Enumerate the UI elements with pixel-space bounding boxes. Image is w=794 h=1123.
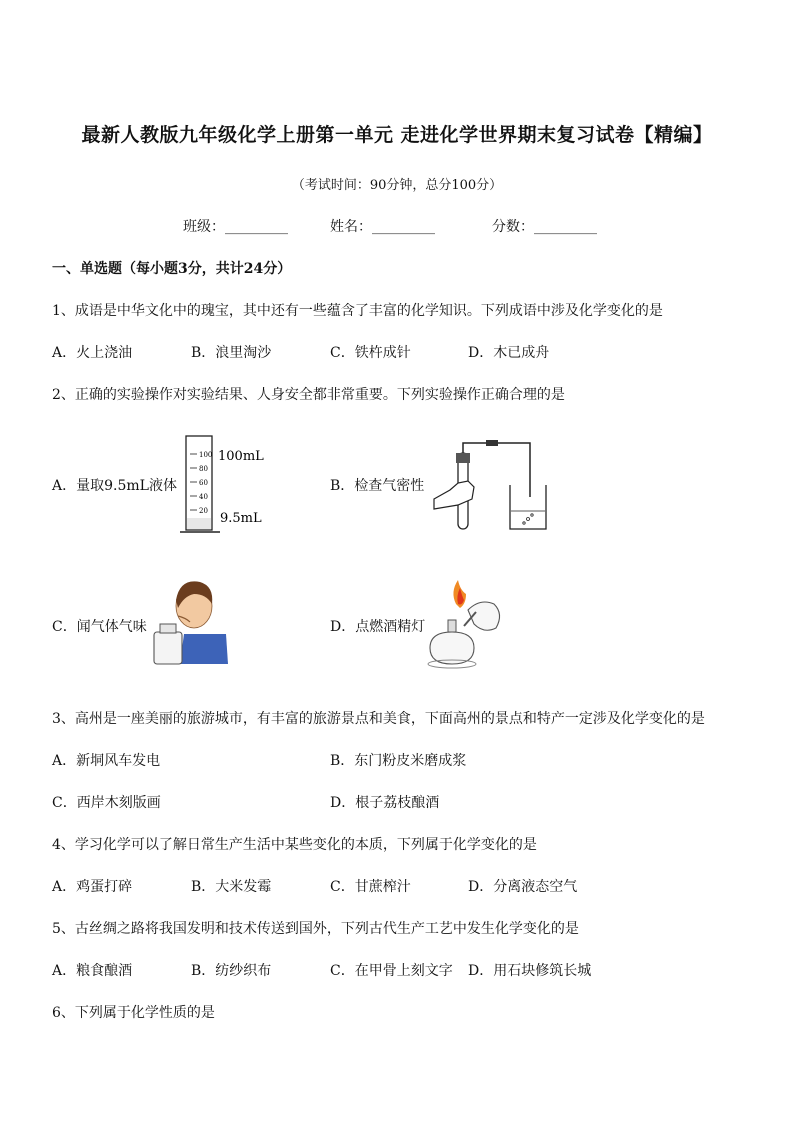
- q2-option-c: C．闻气体气味: [52, 619, 147, 635]
- question-4-stem: 4、学习化学可以了解日常生产生活中某些变化的本质，下列属于化学变化的是: [52, 837, 537, 853]
- smelling-gas-figure: [150, 572, 230, 666]
- q5-option-b: B．纺纱织布: [191, 963, 272, 979]
- cylinder-bottom-label: 9.5mL: [220, 511, 262, 526]
- q4-option-c: C．甘蔗榨汁: [330, 879, 411, 895]
- tick-label-100: 100: [199, 451, 213, 459]
- q2-option-a: A．量取9.5mL液体: [52, 478, 177, 494]
- name-label: 姓名：: [330, 219, 372, 235]
- airtight-check-figure: [428, 435, 554, 535]
- exam-subtitle: （考试时间：90分钟，总分100分）: [291, 178, 503, 193]
- tick-label-20: 20: [199, 507, 208, 515]
- q4-option-d: D．分离液态空气: [468, 879, 578, 895]
- q5-option-a: A．粮食酿酒: [52, 963, 133, 979]
- q1-option-b: B．浪里淘沙: [191, 345, 272, 361]
- class-field: [183, 216, 288, 236]
- q3-option-d: D．根子荔枝酿酒: [330, 795, 440, 811]
- graduated-cylinder-figure: [180, 432, 270, 540]
- document-title: 最新人教版九年级化学上册第一单元 走进化学世界期末复习试卷【精编】: [81, 124, 713, 146]
- q3-option-b: B．东门粉皮米磨成浆: [330, 753, 467, 769]
- question-5-stem: 5、古丝绸之路将我国发明和技术传送到国外，下列古代生产工艺中发生化学变化的是: [52, 921, 579, 937]
- q5-option-d: D．用石块修筑长城: [468, 963, 592, 979]
- class-label: 班级：: [183, 219, 225, 235]
- lighting-alcohol-lamp-figure: [422, 576, 506, 672]
- q1-option-d: D．木已成舟: [468, 345, 550, 361]
- q4-option-b: B．大米发霉: [191, 879, 272, 895]
- q3-option-c: C．西岸木刻版画: [52, 795, 161, 811]
- tick-label-60: 60: [199, 479, 208, 487]
- q1-option-a: A．火上浇油: [52, 345, 133, 361]
- q5-option-c: C．在甲骨上刻文字: [330, 963, 453, 979]
- question-1-stem: 1、成语是中华文化中的瑰宝，其中还有一些蕴含了丰富的化学知识。下列成语中涉及化学变化的是: [52, 303, 663, 319]
- score-field: [492, 216, 597, 236]
- class-blank: _________: [225, 219, 288, 235]
- question-2-stem: 2、正确的实验操作对实验结果、人身安全都非常重要。下列实验操作正确合理的是: [52, 387, 565, 403]
- tick-label-40: 40: [199, 493, 208, 501]
- tick-label-80: 80: [199, 465, 208, 473]
- q2-option-d: D．点燃酒精灯: [330, 619, 426, 635]
- question-3-stem: 3、高州是一座美丽的旅游城市，有丰富的旅游景点和美食，下面高州的景点和特产一定涉及化学变化的是: [52, 711, 705, 727]
- q1-option-c: C．铁杵成针: [330, 345, 411, 361]
- score-label: 分数：: [492, 219, 534, 235]
- section-heading: 一、单选题（每小题3分，共计24分）: [52, 261, 292, 277]
- name-blank: _________: [372, 219, 435, 235]
- question-6-stem: 6、下列属于化学性质的是: [52, 1005, 215, 1021]
- score-blank: _________: [534, 219, 597, 235]
- name-field: [330, 216, 435, 236]
- q4-option-a: A．鸡蛋打碎: [52, 879, 133, 895]
- q3-option-a: A．新垌风车发电: [52, 753, 161, 769]
- cylinder-top-label: 100mL: [218, 449, 264, 464]
- q2-option-b: B．检查气密性: [330, 478, 425, 494]
